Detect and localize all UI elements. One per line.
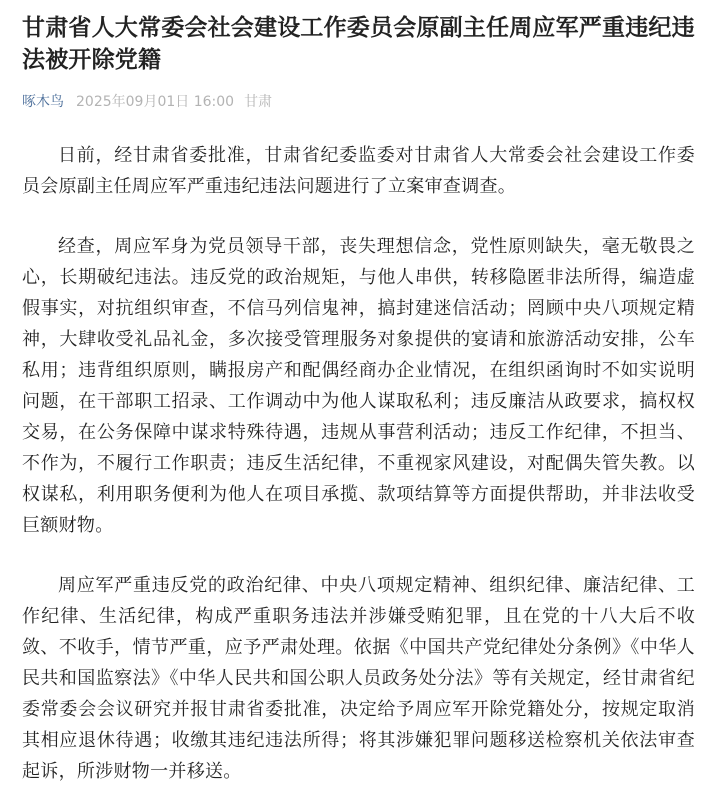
article-meta (22, 92, 695, 112)
article-paragraph-1: 日前，经甘肃省委批准，甘肃省纪委监委对甘肃省人大常委会社会建设工作委员会原副主任周应军严重违纪违法问题进行了立案审查调查。 (22, 145, 695, 197)
article-paragraph-2: 经查，周应军身为党员领导干部，丧失理想信念，党性原则缺失，毫无敬畏之心，长期破纪违法。违反党的政治规矩，与他人串供，转移隐匿非法所得，编造虚假事实，对抗组织审查，不信马列信鬼神，搞封建迷信活动；罔顾中央八项规定精神，大肆收受礼品礼金，多次接受管理服务对象提供的宴请和旅游活动安排，公车私用；违背组织原则，瞒报房产和配偶经商办企业情况，在组织函询时不如实说明问题，在干部职工招录、工作调动中为他人谋取私利；违反廉洁从政要求，搞权权交易，在公务保障中谋求特殊待遇，违规从事营利活动；违反工作纪律，不担当、不作为，不履行工作职责；违反生活纪律，不重视家风建设，对配偶失管失教。以权谋私，利用职务便利为他人在项目承揽、款项结算等方面提供帮助，并非法收受巨额财物。 (22, 236, 695, 536)
article-paragraph-3: 周应军严重违反党的政治纪律、中央八项规定精神、组织纪律、廉洁纪律、工作纪律、生活纪律，构成严重职务违法并涉嫌受贿犯罪，且在党的十八大后不收敛、不收手，情节严重，应予严肃处理。依据《中国共产党纪律处分条例》《中华人民共和国监察法》《中华人民共和国公职人员政务处分法》等有关规定，经甘肃省纪委常委会会议研究并报甘肃省委批准，决定给予周应军开除党籍处分，按规定取消其相应退休待遇；收缴其违纪违法所得；将其涉嫌犯罪问题移送检察机关依法审查起诉，所涉财物一并移送。 (22, 575, 695, 782)
publish-datetime: 2025年09月01日 16:00 (76, 94, 235, 110)
article-body (22, 140, 695, 787)
region-tag: 甘肃 (244, 94, 273, 110)
article-title: 甘肃省人大常委会社会建设工作委员会原副主任周应军严重违纪违法被开除党籍 (22, 15, 695, 73)
source-link[interactable]: 啄木鸟 (22, 94, 64, 110)
